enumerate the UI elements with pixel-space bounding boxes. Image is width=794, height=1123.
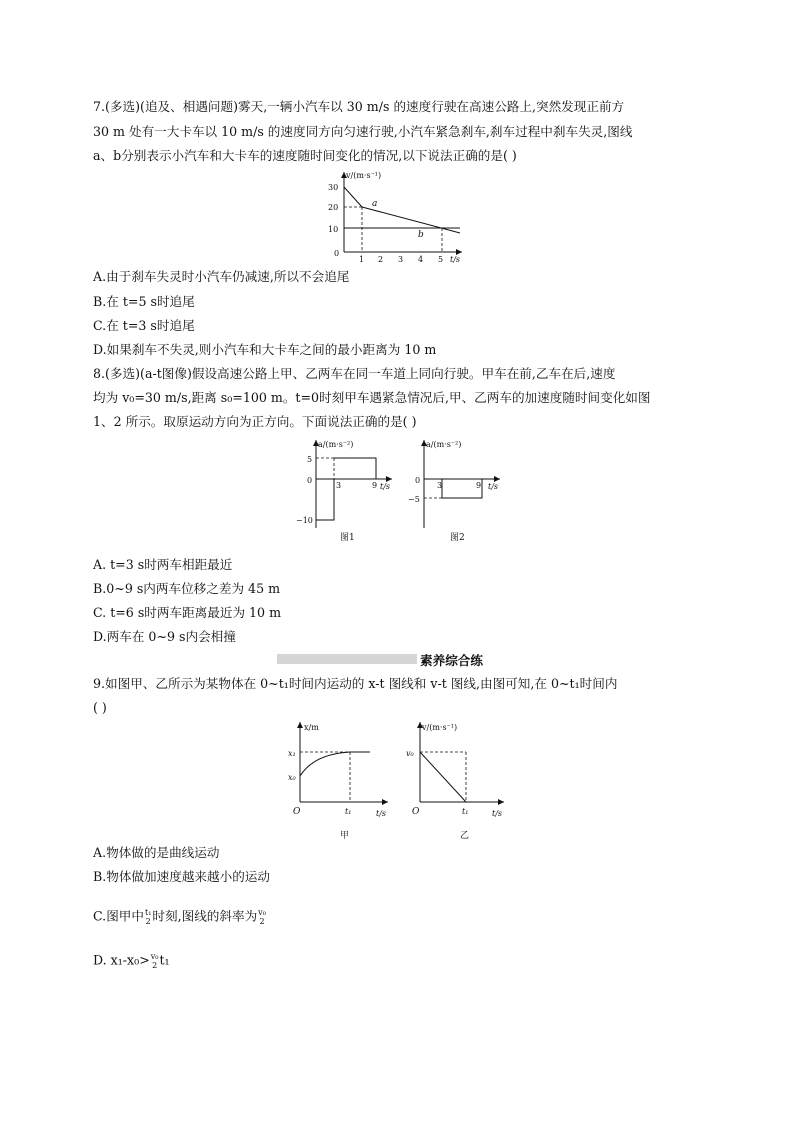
fig1-xlabel: t/s: [380, 482, 391, 491]
q7-option-b: B.在 t=5 s时追尾: [93, 294, 195, 309]
yi-ytick-v0: v₀: [406, 749, 414, 758]
q9-option-d-suffix: t₁: [159, 952, 170, 968]
q7-vt-graph: [322, 168, 472, 268]
yi-origin: O: [412, 807, 420, 817]
q7-option-a: A.由于刹车失灵时小汽车仍减速,所以不会追尾: [93, 269, 350, 284]
q8-line-2: 均为 v₀=30 m/s,距离 s₀=100 m。t=0时刻甲车遇紧急情况后,甲、乙两车的加速度随时间变化如图: [93, 390, 651, 405]
x-tick-4: 4: [418, 255, 424, 264]
q9-option-c-frac1-num: t₁: [144, 908, 152, 917]
q9-xt-graph: [284, 718, 394, 843]
fig2-xtick-9: 9: [476, 481, 482, 490]
line-a-label: a: [372, 199, 378, 209]
y-tick-10: 10: [328, 225, 339, 234]
fig2-origin: 0: [415, 476, 421, 485]
q9-option-c-frac2-num: v₀: [258, 908, 266, 917]
fig1-xtick-3: 3: [336, 481, 342, 490]
line-a-gentle: [362, 207, 460, 233]
yi-ylabel: v/(m·s⁻¹): [422, 723, 458, 732]
x-tick-5: 5: [438, 255, 444, 264]
q7-option-d: D.如果刹车不失灵,则小汽车和大卡车之间的最小距离为 10 m: [93, 342, 437, 357]
q8-option-c: C. t=6 s时两车距离最近为 10 m: [93, 605, 282, 620]
line-a-steep: [344, 187, 362, 207]
fig2-ytick-neg5: −5: [408, 495, 420, 504]
q8-figure-1: [288, 436, 398, 546]
origin-label: 0: [334, 249, 340, 258]
fig1-accel-segment-2: [334, 458, 376, 479]
x-tick-3: 3: [398, 255, 404, 264]
section-title: 素养综合练: [420, 653, 483, 668]
q7-option-c: C.在 t=3 s时追尾: [93, 318, 195, 333]
q7-line-2: 30 m 处有一大卡车以 10 m/s 的速度同方向匀速行驶,小汽车紧急刹车,刹车过程中刹车失灵,图线: [93, 124, 633, 139]
q9-line-1: 9.如图甲、乙所示为某物体在 0~t₁时间内运动的 x-t 图线和 v-t 图线,由图可知,在 0~t₁时间内: [93, 676, 618, 691]
fig2-caption: 图2: [450, 533, 465, 543]
q9-option-d-frac-den: 2: [152, 961, 158, 970]
jia-xlabel: t/s: [376, 809, 387, 818]
q9-option-b: B.物体做加速度越来越小的运动: [93, 869, 270, 884]
q9-line-2: ( ): [93, 700, 107, 715]
q9-option-c-prefix: C.图甲中: [93, 908, 144, 924]
x-tick-1: 1: [359, 255, 365, 264]
q8-line-1: 8.(多选)(a-t图像)假设高速公路上甲、乙两车在同一车道上同向行驶。甲车在前,乙车在后,速度: [93, 366, 616, 381]
fig2-xtick-3: 3: [437, 481, 443, 490]
fig2-xlabel: t/s: [488, 482, 499, 491]
vt-line: [420, 752, 466, 802]
jia-ytick-x0: x₀: [288, 773, 296, 782]
x-axis-label: t/s: [450, 255, 461, 264]
yi-xtick-t1: t₁: [462, 807, 469, 816]
jia-caption: 甲: [340, 831, 350, 841]
q7-line-3: a、b分别表示小汽车和大卡车的速度随时间变化的情况,以下说法正确的是( ): [93, 148, 517, 163]
fig1-ylabel: a/(m·s⁻²): [318, 440, 354, 449]
jia-ytick-x1: x₁: [288, 749, 296, 758]
y-axis-label: v/(m·s⁻¹): [346, 171, 382, 180]
section-divider-bar: [277, 654, 417, 664]
q8-option-a: A. t=3 s时两车相距最近: [93, 557, 233, 572]
q9-option-c: [93, 908, 267, 926]
fig1-origin: 0: [307, 476, 313, 485]
q8-option-b: B.0~9 s内两车位移之差为 45 m: [93, 581, 281, 596]
q9-vt-graph: [400, 718, 510, 843]
jia-ylabel: x/m: [304, 723, 319, 732]
fig1-xtick-9: 9: [372, 481, 378, 490]
y-tick-30: 30: [328, 183, 339, 192]
xt-curve: [300, 752, 370, 776]
fig2-ylabel: a/(m·s⁻²): [426, 440, 462, 449]
q9-option-c-frac1-den: 2: [145, 917, 151, 926]
q8-option-d: D.两车在 0~9 s内会相撞: [93, 629, 236, 644]
q9-option-d: [93, 952, 170, 970]
q7-line-1: 7.(多选)(追及、相遇问题)雾天,一辆小汽车以 30 m/s 的速度行驶在高速公路上,突然发现正前方: [93, 99, 625, 114]
q8-line-3: 1、2 所示。取原运动方向为正方向。下面说法正确的是( ): [93, 414, 417, 429]
q9-option-c-frac2-den: 2: [259, 917, 265, 926]
fig1-ytick-neg10: −10: [296, 516, 313, 525]
fig1-ytick-5: 5: [307, 455, 313, 464]
yi-xlabel: t/s: [492, 809, 503, 818]
jia-xtick-t1: t₁: [345, 807, 352, 816]
q9-option-d-prefix: D. x₁-x₀>: [93, 952, 150, 968]
q8-figure-2: [400, 436, 510, 546]
x-tick-2: 2: [378, 255, 384, 264]
q9-option-c-middle: 时刻,图线的斜率为: [152, 908, 258, 924]
yi-caption: 乙: [460, 831, 470, 841]
fig1-caption: 图1: [340, 533, 355, 543]
fig1-accel-segment-1: [316, 479, 334, 520]
line-b-label: b: [418, 230, 424, 240]
jia-origin: O: [293, 807, 301, 817]
q9-option-a: A.物体做的是曲线运动: [93, 845, 220, 860]
y-tick-20: 20: [328, 203, 339, 212]
q9-option-d-frac-num: v₀: [150, 952, 159, 961]
